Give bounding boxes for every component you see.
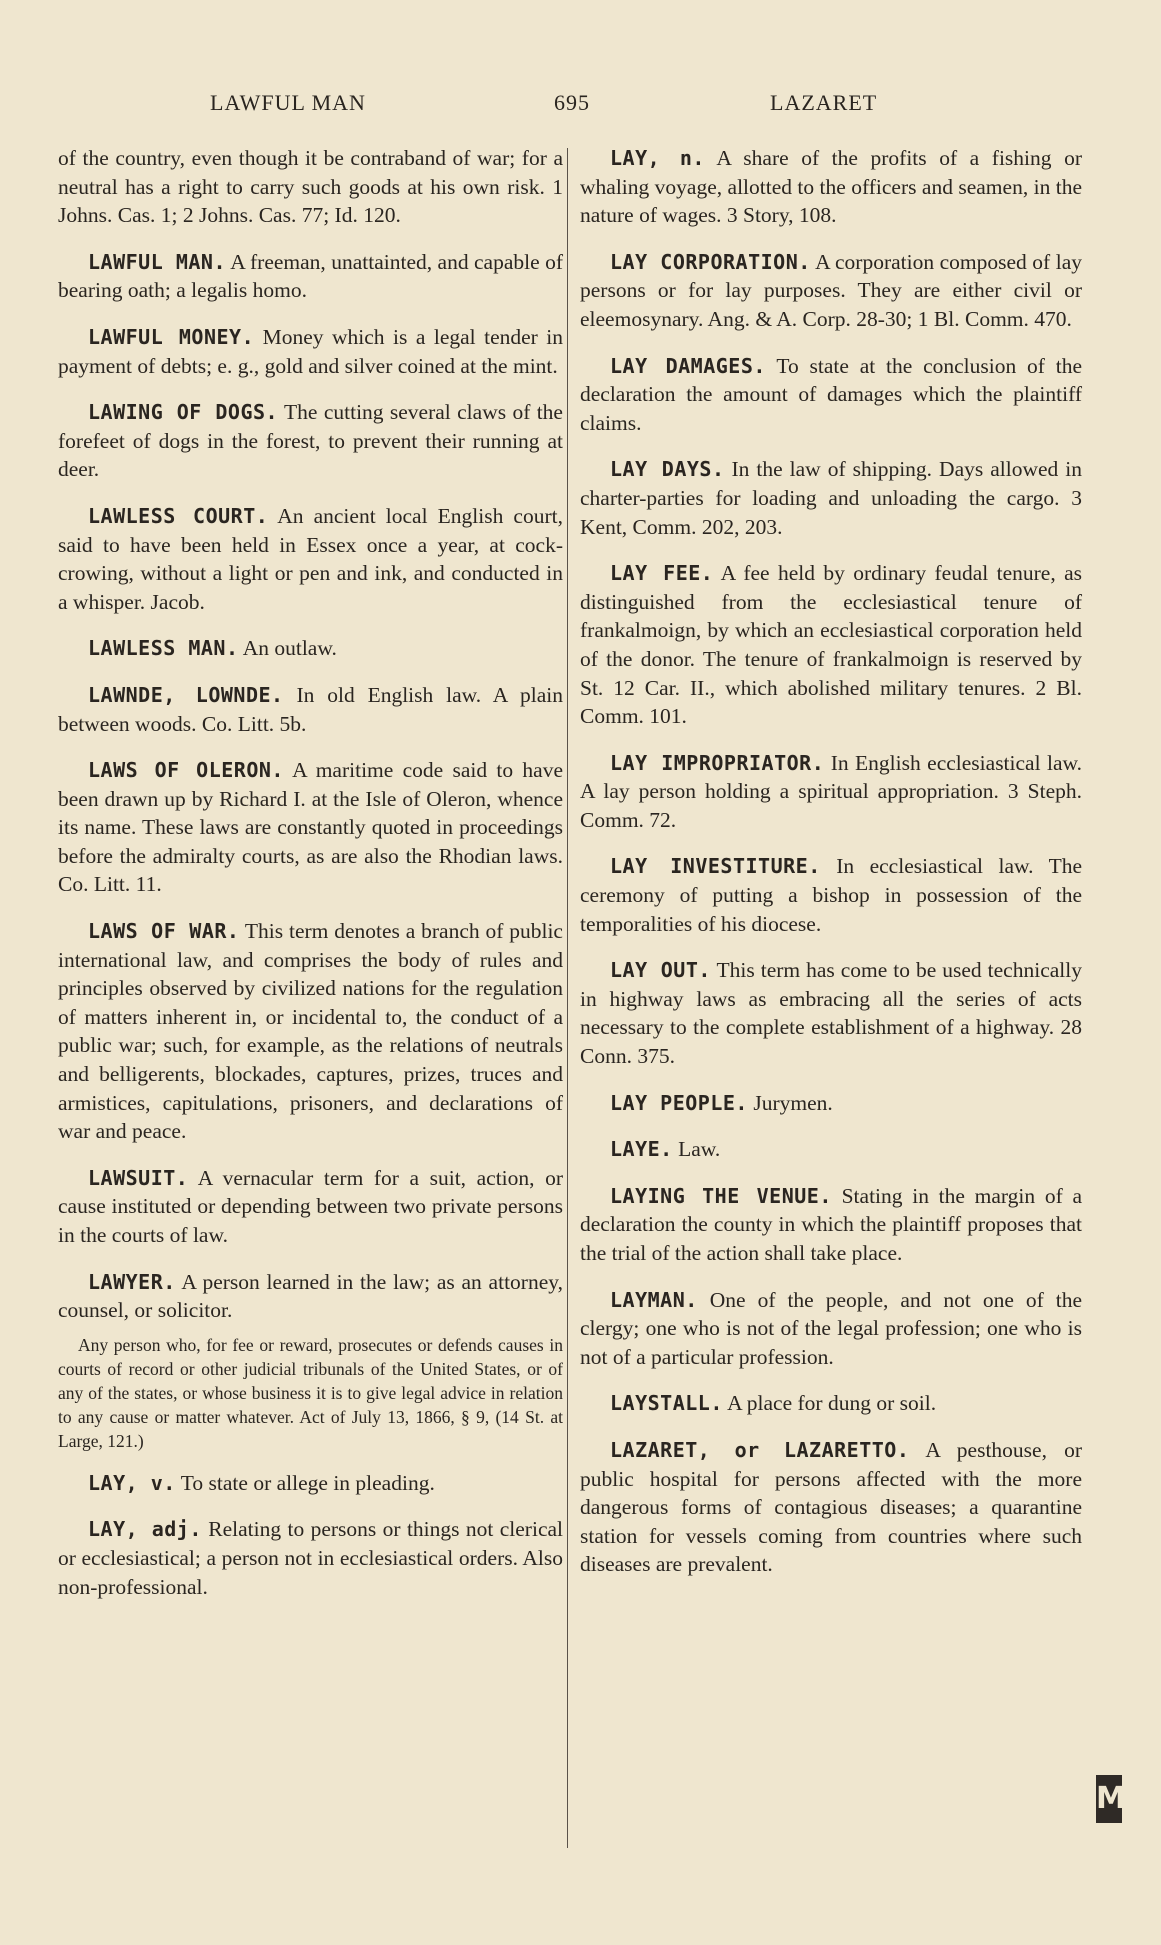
entry-definition: A share of the profits of a fishing or whaling voyage, allotted to the officers and seamen, in the nature of wages. 3 Story, 108. — [580, 146, 1082, 228]
entry-definition: Relating to persons or things not clerical or ecclesiastical; a person not in ecclesiastical orders. Also non-professional. — [58, 1517, 564, 1599]
entry-definition: In the law of shipping. Days allowed in charter-parties for loading and unloading the cargo. 3 Kent, Comm. 202, 203. — [580, 457, 1082, 539]
dictionary-entry — [580, 1135, 1082, 1164]
dictionary-entry — [580, 852, 1082, 938]
continuation-text: of the country, even though it be contraband of war; for a neutral has a right to carry such goods at his own risk. 1 Johns. Cas. 1; 2 Johns. Cas. 77; Id. 120. — [58, 146, 563, 228]
entry-definition: A place for dung or soil. — [727, 1391, 937, 1416]
entry-term: LAWS OF OLERON. — [88, 758, 284, 783]
entry-definition: A freeman, unattainted, and capable of bearing oath; a legalis homo. — [58, 249, 563, 303]
entry-definition: A fee held by ordinary feudal tenure, as distinguished from the ecclesiastical tenure of frankalmoign, by which an ecclesiastical corporation held of the donor. The tenure of frankalmoign is reserved by St. 12 Car. II., which abolished military tenures. 2 Bl. Comm. 101. — [580, 561, 1082, 729]
entry-definition: In ecclesiastical law. The ceremony of putting a bishop in possession of the temporalities of his diocese. — [580, 854, 1082, 936]
dictionary-entry — [580, 1286, 1082, 1372]
dictionary-entry — [58, 248, 563, 305]
thumb-index-tab: M — [1096, 1775, 1122, 1823]
entry-term: LAYING THE VENUE. — [610, 1183, 832, 1208]
entry-definition: Law. — [678, 1137, 721, 1162]
entry-definition: In old English law. A plain between woods. Co. Litt. 5b. — [58, 682, 563, 736]
dictionary-entry — [580, 144, 1082, 230]
entry-definition: This term has come to be used technically in highway laws as embracing all the series of acts necessary to the complete establishment of a highway. 28 Conn. 375. — [580, 958, 1082, 1069]
entry-term: LAY, v. — [88, 1470, 176, 1495]
dictionary-entry — [58, 634, 563, 663]
running-header — [0, 90, 1161, 124]
entry-term: LAZARET, or LAZARETTO. — [610, 1437, 910, 1462]
entry-definition: A person learned in the law; as an attorney, counsel, or solicitor. — [58, 1269, 563, 1323]
entry-definition: The cutting several claws of the forefeet of dogs in the forest, to prevent their running at deer. — [58, 400, 563, 482]
entry-term: LAYMAN. — [610, 1287, 698, 1312]
entry-term: LAY PEOPLE. — [610, 1090, 748, 1115]
entry-definition: An ancient local English court, said to have been held in Essex once a year, at cock-crowing, without a light or pen and ink, and conducted in a whisper. Jacob. — [58, 503, 563, 614]
dictionary-entry — [58, 681, 563, 738]
dictionary-entry — [580, 352, 1082, 438]
dictionary-entry — [580, 749, 1082, 835]
dictionary-entry — [58, 1164, 563, 1250]
entry-term: LAY, adj. — [88, 1517, 202, 1542]
dictionary-entry — [580, 248, 1082, 334]
entry-definition: To state at the conclusion of the declaration the amount of damages which the plaintiff claims. — [580, 353, 1083, 435]
entry-term: LAWYER. — [88, 1269, 176, 1294]
dictionary-entry — [58, 917, 563, 1146]
entry-definition: Jurymen. — [753, 1090, 833, 1115]
entry-term: LAY IMPROPRIATOR. — [610, 750, 825, 775]
entry-definition: An outlaw. — [242, 636, 337, 661]
dictionary-entry — [58, 756, 563, 899]
dictionary-entry — [580, 455, 1082, 541]
dictionary-entry — [580, 956, 1082, 1070]
lawyer-statute-note: Any person who, for fee or reward, prosecutes or defends causes in courts of record or other judicial tribunals of the United States, or of any of the states, or whose business it is to give legal advice in relation to any cause or matter whatever. Act of July 13, 1866, § 9, (14 St. at Large, 121.) — [58, 1334, 563, 1451]
entry-definition: A maritime code said to have been drawn up by Richard I. at the Isle of Oleron, whence its name. These laws are constantly quoted in proceedings before the admiralty courts, as are also the Rhodian laws. Co. Litt. 11. — [58, 758, 563, 897]
entry-definition: A pesthouse, or public hospital for persons affected with the more dangerous forms of contagious diseases; a quarantine station for vessels coming from countries where such diseases are prevalent. — [580, 1437, 1082, 1577]
entry-definition: This term denotes a branch of public international law, and comprises the body of rules and principles observed by civilized nations for the regulation of matters inherent in, or incidental to, the conduct of a public war; such, for example, as the relations of neutrals and belligerents, blockades, captures, prizes, truces and armistices, capitulations, prisoners, and declarations of war and peace. — [58, 919, 563, 1144]
header-left-guide-word: LAWFUL MAN — [210, 90, 366, 115]
dictionary-entry — [580, 559, 1082, 731]
entry-term: LAWS OF WAR. — [88, 919, 240, 944]
entry-definition: A vernacular term for a suit, action, or cause instituted or depending between two private persons in the courts of law. — [58, 1165, 563, 1247]
dictionary-entry — [58, 323, 563, 380]
dictionary-entry — [580, 1436, 1082, 1579]
entry-definition: In English ecclesiastical law. A lay person holding a spiritual appropriation. 3 Steph. Comm. 72. — [580, 750, 1083, 832]
dictionary-entry — [58, 398, 563, 484]
entry-term: LAY INVESTITURE. — [610, 854, 821, 879]
entry-definition: One of the people, and not one of the clergy; one who is not of the legal profession; one who is not of a particular profession. — [580, 1287, 1083, 1369]
dictionary-entry — [58, 502, 563, 616]
entry-term: LAWSUIT. — [88, 1165, 189, 1190]
left-column — [58, 144, 563, 1619]
entry-term: LAY FEE. — [610, 561, 714, 586]
dictionary-entry — [580, 1389, 1082, 1418]
header-right-guide-word: LAZARET — [770, 90, 878, 115]
entry-term: LAWFUL MONEY. — [88, 324, 255, 349]
entry-term: LAY DAYS. — [610, 457, 725, 482]
dictionary-entry — [58, 1515, 563, 1601]
entry-term: LAYE. — [610, 1137, 673, 1162]
right-column — [580, 144, 1082, 1597]
entry-definition: Stating in the margin of a declaration the county in which the plaintiff proposes that the trial of the action shall take place. — [580, 1183, 1083, 1265]
entry-term: LAY CORPORATION. — [610, 249, 811, 274]
entry-definition: Money which is a legal tender in payment of debts; e. g., gold and silver coined at the mint. — [58, 324, 564, 378]
dictionary-entry — [58, 1469, 563, 1498]
entry-term: LAY OUT. — [610, 958, 711, 983]
entry-term: LAWNDE, LOWNDE. — [88, 682, 284, 707]
entry-term: LAWING OF DOGS. — [88, 400, 279, 425]
entry-definition: To state or allege in pleading. — [180, 1470, 435, 1495]
page-number: 695 — [554, 90, 590, 115]
entry-term: LAY, n. — [610, 146, 705, 170]
dictionary-entry — [580, 1182, 1082, 1268]
entry-term: LAWFUL MAN. — [88, 249, 226, 274]
entry-term: LAYSTALL. — [610, 1391, 723, 1416]
entry-term: LAY DAMAGES. — [610, 353, 766, 378]
dictionary-entry — [58, 1268, 563, 1325]
column-divider — [567, 148, 568, 1848]
entry-definition: A corporation composed of lay persons or for lay purposes. They are either civil or eleemosynary. Ang. & A. Corp. 28-30; 1 Bl. Comm. 470. — [580, 249, 1082, 331]
dictionary-entry — [580, 1089, 1082, 1118]
entry-term: LAWLESS MAN. — [88, 636, 239, 661]
entry-term: LAWLESS COURT. — [88, 503, 269, 528]
